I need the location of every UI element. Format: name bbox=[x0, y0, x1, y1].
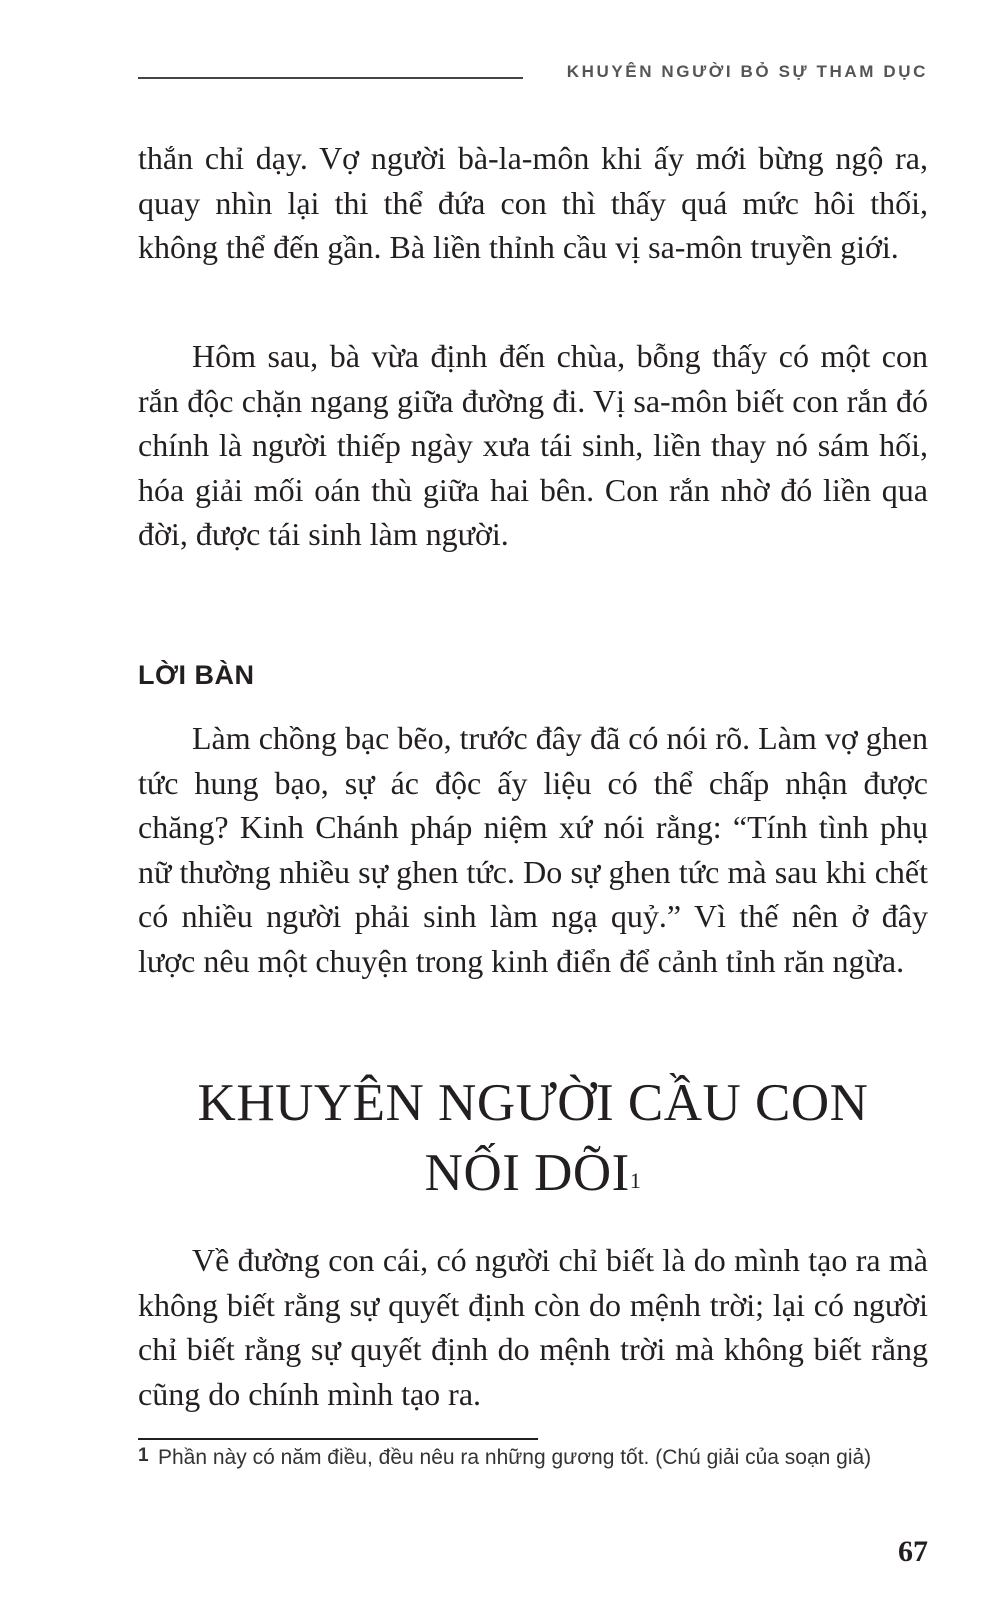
running-title: KHUYÊN NGƯỜI BỎ SỰ THAM DỤC bbox=[566, 62, 928, 81]
chapter-title-line-2 bbox=[138, 1138, 928, 1208]
chapter-title bbox=[138, 1068, 928, 1208]
page-number: 67 bbox=[898, 1535, 928, 1568]
comment-paragraph bbox=[138, 716, 928, 983]
comment-heading: LỜI BÀN bbox=[138, 660, 255, 690]
paragraph-continuation bbox=[138, 136, 928, 270]
paragraph-text: Làm chồng bạc bẽo, trước đây đã có nói rõ. Làm vợ ghen tức hung bạo, sự ác độc ấy liệu có thể chấp nhận được chăng? Kinh Chánh pháp niệm xứ nói rằng: “Tính tình phụ nữ thường nhiều sự ghen tức. Do sự ghen tức mà sau khi chết có nhiều người phải sinh làm ngạ quỷ.” Vì thế nên ở đây lược nêu một chuyện trong kinh điển để cảnh tỉnh răn ngừa. bbox=[138, 720, 928, 979]
running-header bbox=[138, 58, 928, 88]
paragraph-text: Về đường con cái, có người chỉ biết là do mình tạo ra mà không biết rằng sự quyết định còn do mệnh trời; lại có người chỉ biết rằng sự quyết định do mệnh trời mà không biết rằng cũng do chính mình tạo ra. bbox=[138, 1242, 928, 1412]
footnote-rule bbox=[138, 1438, 538, 1440]
chapter-title-line-1: KHUYÊN NGƯỜI CẦU CON bbox=[197, 1074, 869, 1132]
footnote-reference[interactable]: 1 bbox=[629, 1168, 642, 1193]
chapter-title-line-2-text: NỐI DÕI bbox=[424, 1144, 630, 1202]
footnote-mark: 1 bbox=[138, 1445, 149, 1466]
paragraph-snake bbox=[138, 334, 928, 557]
footnote bbox=[138, 1442, 928, 1474]
paragraph-text: Hôm sau, bà vừa định đến chùa, bỗng thấy có một con rắn độc chặn ngang giữa đường đi. Vị sa-môn biết con rắn đó chính là người thiếp ngày xưa tái sinh, liền thay nó sám hối, hóa giải mối oán thù giữa hai bên. Con rắn nhờ đó liền qua đời, được tái sinh làm người. bbox=[138, 338, 928, 552]
paragraph-text: thắn chỉ dạy. Vợ người bà-la-môn khi ấy mới bừng ngộ ra, quay nhìn lại thi thể đứa con thì thấy quá mức hôi thối, không thể đến gần. Bà liền thỉnh cầu vị sa-môn truyền giới. bbox=[138, 140, 928, 265]
header-rule bbox=[138, 77, 523, 79]
footnote-text: Phần này có năm điều, đều nêu ra những gương tốt. (Chú giải của soạn giả) bbox=[158, 1446, 872, 1469]
chapter-intro-paragraph bbox=[138, 1238, 928, 1416]
